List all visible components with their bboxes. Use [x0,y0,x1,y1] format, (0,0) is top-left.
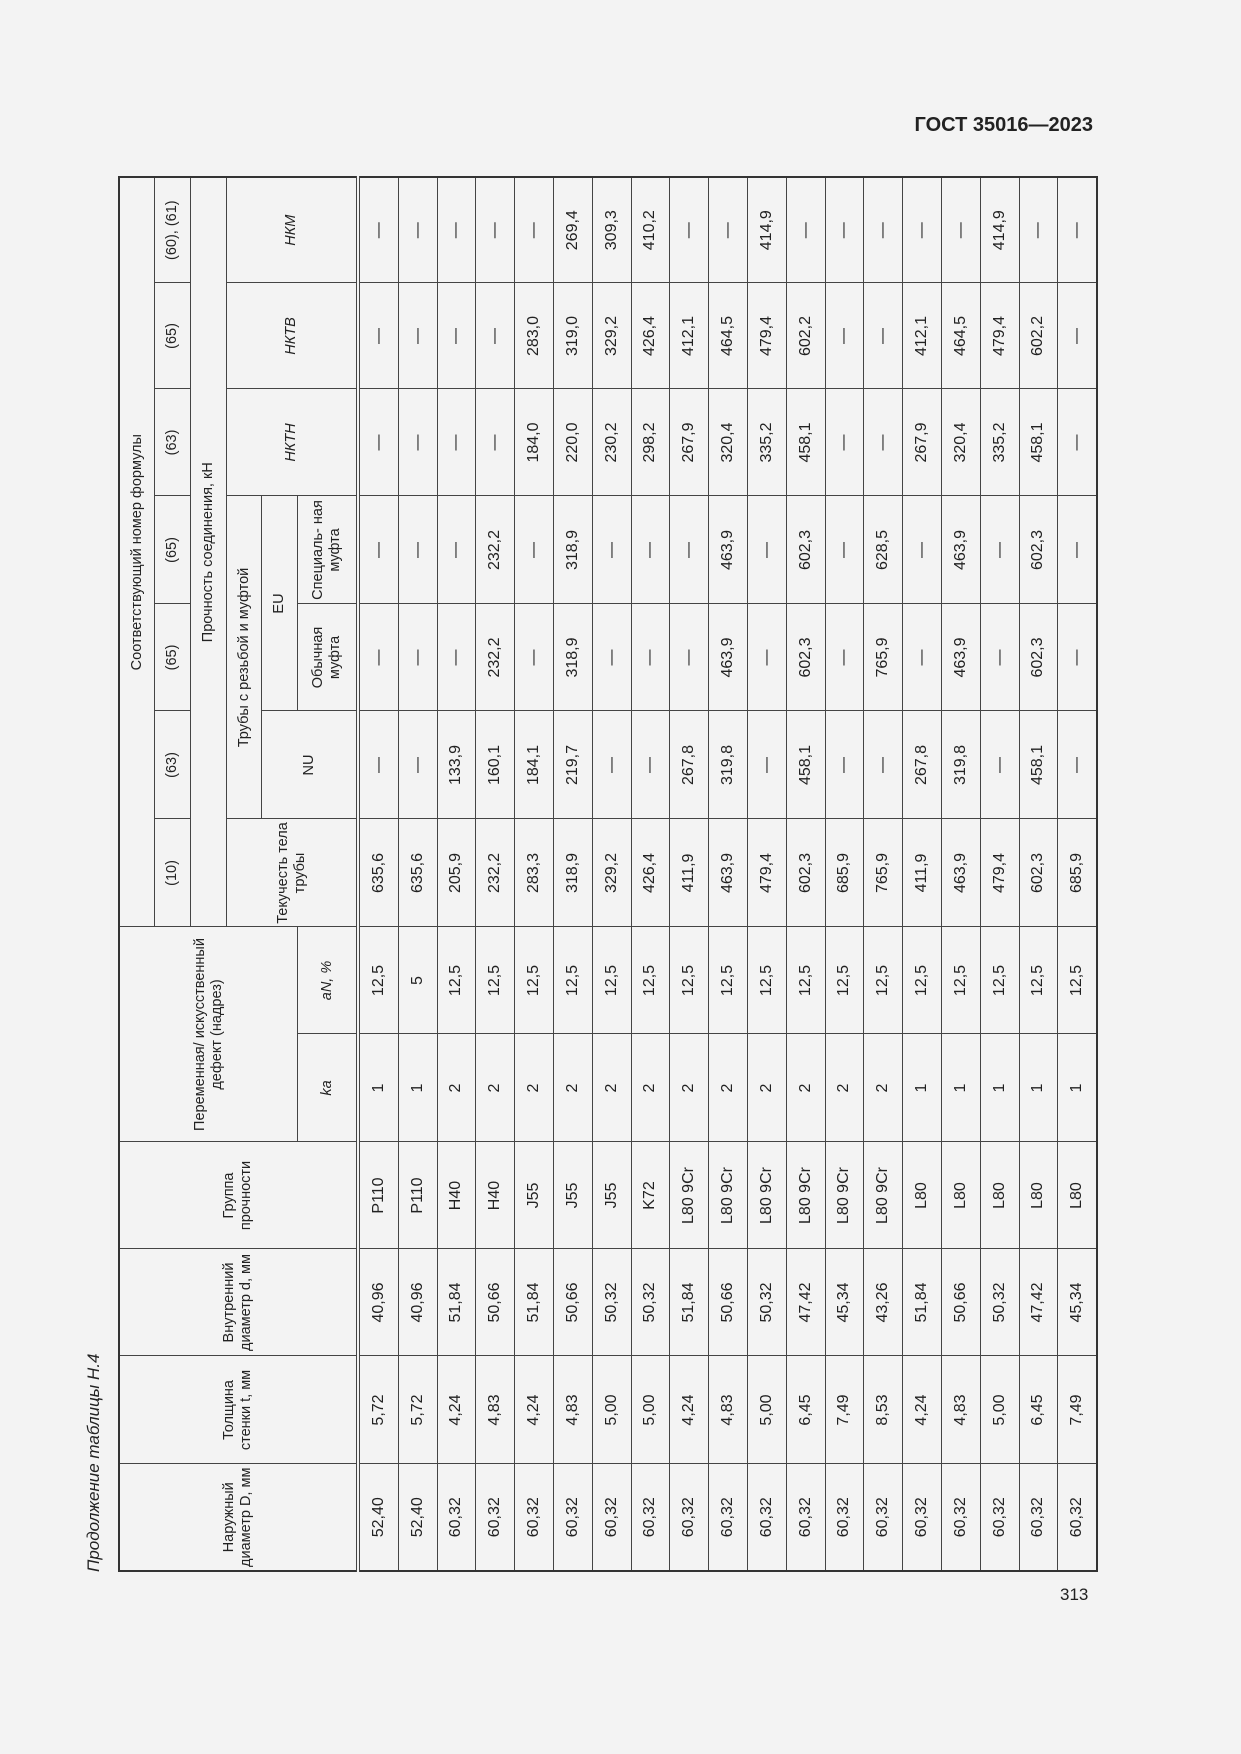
table-cell: 50,66 [553,1249,592,1356]
table-cell: P110 [358,1142,398,1249]
data-table [118,176,1098,1572]
table-cell: 318,9 [553,496,592,604]
table-cell: 60,32 [1019,1464,1058,1571]
table-cell: 40,96 [358,1249,398,1356]
formula-ref: (10) [155,819,191,927]
table-cell: L80 [941,1142,980,1249]
table-cell: 2 [786,1034,825,1142]
table-cell: — [358,389,398,496]
table-cell: L80 [980,1142,1019,1249]
table-cell: 2 [709,1034,748,1142]
table-cell: 267,8 [670,711,709,819]
table-cell: 5,00 [747,1356,786,1464]
table-cell: 685,9 [825,819,864,927]
table-cell: 426,4 [631,819,670,927]
table-cell: 133,9 [437,711,476,819]
table-row [825,177,864,1571]
table-cell: 12,5 [709,927,748,1034]
table-cell: H40 [476,1142,515,1249]
table-cell: L80 [1058,1142,1097,1249]
table-cell: — [825,283,864,389]
table-cell: 12,5 [358,927,398,1034]
table-cell: 205,9 [437,819,476,927]
table-cell: — [398,711,437,819]
table-cell: 160,1 [476,711,515,819]
table-cell: 12,5 [592,927,631,1034]
table-cell: 458,1 [1019,389,1058,496]
table-cell: 43,26 [864,1249,903,1356]
table-cell: 479,4 [980,819,1019,927]
table-cell: 7,49 [1058,1356,1097,1464]
header-body-yield: Текучесть тела трубы [227,819,359,927]
table-row [670,177,709,1571]
table-cell: 4,83 [476,1356,515,1464]
header-regular-coupling: Обычная муфта [298,604,359,711]
table-cell: — [631,711,670,819]
table-cell: 52,40 [398,1464,437,1571]
table-cell: — [437,177,476,283]
table-cell: 319,0 [553,283,592,389]
header-nkm: НКМ [227,177,359,283]
table-cell: L80 9Cr [786,1142,825,1249]
table-cell: — [398,389,437,496]
table-cell: 2 [515,1034,554,1142]
header-wall-thickness: Толщина стенки t, мм [119,1356,358,1464]
table-cell: L80 9Cr [747,1142,786,1249]
table-cell: 685,9 [1058,819,1097,927]
table-cell: — [747,496,786,604]
table-cell: 2 [476,1034,515,1142]
table-cell: 60,32 [709,1464,748,1571]
table-row [553,177,592,1571]
table-row [476,177,515,1571]
table-cell: L80 9Cr [670,1142,709,1249]
table-cell: — [980,604,1019,711]
table-cell: — [825,496,864,604]
table-cell: 2 [553,1034,592,1142]
table-cell: 7,49 [825,1356,864,1464]
table-cell: 12,5 [1058,927,1097,1034]
table-cell: — [476,283,515,389]
table-cell: 51,84 [515,1249,554,1356]
table-cell: 458,1 [786,389,825,496]
table-cell: P110 [398,1142,437,1249]
table-cell: 4,24 [515,1356,554,1464]
table-cell: 2 [670,1034,709,1142]
table-cell: 5,00 [631,1356,670,1464]
table-caption: Продолжение таблицы Н.4 [84,1353,103,1572]
table-cell: 283,3 [515,819,554,927]
table-cell: 60,32 [864,1464,903,1571]
table-row [631,177,670,1571]
table-cell: 267,8 [903,711,942,819]
table-cell: H40 [437,1142,476,1249]
table-cell: 45,34 [1058,1249,1097,1356]
table-cell: 12,5 [515,927,554,1034]
table-cell: 479,4 [980,283,1019,389]
table-cell: — [437,496,476,604]
formula-ref: (63) [155,711,191,819]
table-cell: 414,9 [980,177,1019,283]
table-body [358,177,1097,1571]
table-cell: 463,9 [709,496,748,604]
table-cell: 12,5 [864,927,903,1034]
table-cell: 335,2 [747,389,786,496]
table-cell: 329,2 [592,283,631,389]
table-cell: 232,2 [476,604,515,711]
table-cell: 602,3 [1019,819,1058,927]
table-cell: 12,5 [1019,927,1058,1034]
table-cell: — [592,711,631,819]
table-cell: 2 [437,1034,476,1142]
table-cell: — [903,177,942,283]
table-cell: — [670,604,709,711]
table-cell: — [980,496,1019,604]
table-row [515,177,554,1571]
table-cell: 1 [903,1034,942,1142]
table-cell: 4,24 [437,1356,476,1464]
table-cell: — [358,496,398,604]
table-cell: J55 [592,1142,631,1249]
table-cell: — [864,711,903,819]
formula-ref: (65) [155,283,191,389]
table-cell: 267,9 [903,389,942,496]
document-id: ГОСТ 35016—2023 [914,114,1093,136]
table-cell: 60,32 [980,1464,1019,1571]
table-cell: — [476,177,515,283]
table-cell: 184,1 [515,711,554,819]
table-cell: 4,83 [553,1356,592,1464]
header-joint-strength: Прочность соединения, кН [191,177,227,927]
table-cell: 464,5 [709,283,748,389]
table-cell: 60,32 [592,1464,631,1571]
formula-ref: (63) [155,389,191,496]
table-cell: 267,9 [670,389,709,496]
table-cell: — [864,389,903,496]
table-cell: 1 [1058,1034,1097,1142]
table-cell: 2 [864,1034,903,1142]
table-cell: 602,3 [1019,496,1058,604]
table-cell: 4,24 [903,1356,942,1464]
table-cell: — [903,496,942,604]
table-cell: — [592,604,631,711]
table-cell: J55 [515,1142,554,1249]
table-cell: 479,4 [747,819,786,927]
table-cell: — [358,604,398,711]
table-cell: 50,32 [747,1249,786,1356]
table-cell: 51,84 [670,1249,709,1356]
table-cell: 232,2 [476,819,515,927]
table-cell: 320,4 [941,389,980,496]
table-row [437,177,476,1571]
table-row [709,177,748,1571]
table-cell: 1 [1019,1034,1058,1142]
table-cell: 60,32 [941,1464,980,1571]
table-cell: 12,5 [825,927,864,1034]
table-cell: 50,32 [592,1249,631,1356]
table-cell: 5 [398,927,437,1034]
table-cell: 12,5 [747,927,786,1034]
table-cell: 60,32 [786,1464,825,1571]
table-cell: 50,66 [941,1249,980,1356]
table-cell: — [980,711,1019,819]
table-cell: 1 [941,1034,980,1142]
table-cell: — [398,604,437,711]
table-cell: 4,83 [709,1356,748,1464]
table-cell: 463,9 [709,604,748,711]
table-cell: 411,9 [903,819,942,927]
header-nu: NU [262,711,359,819]
table-cell: 411,9 [670,819,709,927]
table-cell: 220,0 [553,389,592,496]
table-cell: 12,5 [670,927,709,1034]
table-cell: — [825,177,864,283]
table-cell: — [398,496,437,604]
table-cell: — [786,177,825,283]
table-cell: — [1058,389,1097,496]
formula-ref: (60), (61) [155,177,191,283]
header-inner-diameter: Внутренний диаметр d, мм [119,1249,358,1356]
table-cell: 2 [747,1034,786,1142]
header-strength-group: Группа прочности [119,1142,358,1249]
table-cell: 320,4 [709,389,748,496]
table-cell: 60,32 [437,1464,476,1571]
table-cell: 5,00 [592,1356,631,1464]
table-cell: L80 [903,1142,942,1249]
formula-ref: (65) [155,496,191,604]
table-cell: 635,6 [358,819,398,927]
table-cell: 4,83 [941,1356,980,1464]
table-cell: 319,8 [709,711,748,819]
table-cell: 1 [980,1034,1019,1142]
table-cell: 412,1 [670,283,709,389]
table-cell: — [747,604,786,711]
table-cell: 463,9 [941,819,980,927]
table-cell: 463,9 [941,496,980,604]
table-row [398,177,437,1571]
table-cell: 412,1 [903,283,942,389]
table-cell: 47,42 [1019,1249,1058,1356]
table-cell: 51,84 [903,1249,942,1356]
table-row [358,177,398,1571]
table-cell: — [1058,177,1097,283]
table-cell: L80 9Cr [825,1142,864,1249]
table-cell: — [398,177,437,283]
table-cell: 60,32 [515,1464,554,1571]
table-cell: 269,4 [553,177,592,283]
table-cell: — [670,496,709,604]
header-eu: EU [262,496,298,711]
table-cell: 12,5 [786,927,825,1034]
table-cell: 60,32 [553,1464,592,1571]
table-cell: J55 [553,1142,592,1249]
table-cell: L80 9Cr [709,1142,748,1249]
table-cell: 219,7 [553,711,592,819]
table-cell: — [476,389,515,496]
table-cell: — [825,711,864,819]
table-cell: L80 9Cr [864,1142,903,1249]
header-outer-diameter: Наружный диаметр D, мм [119,1464,358,1571]
table-cell: 602,2 [786,283,825,389]
table-cell: 12,5 [941,927,980,1034]
table-cell: — [515,604,554,711]
table-cell: — [1058,496,1097,604]
table-cell: 60,32 [825,1464,864,1571]
header-an: aN, % [298,927,359,1034]
header-nktn: НКТН [227,389,359,496]
table-cell: 8,53 [864,1356,903,1464]
table-cell: 12,5 [903,927,942,1034]
table-cell: 309,3 [592,177,631,283]
table-cell: 50,32 [631,1249,670,1356]
table-cell: — [709,177,748,283]
table-cell: — [670,177,709,283]
table-cell: — [437,604,476,711]
table-cell: 50,32 [980,1249,1019,1356]
table-cell: 602,3 [786,819,825,927]
table-cell: — [631,604,670,711]
table-cell: — [437,389,476,496]
table-cell: 60,32 [747,1464,786,1571]
table-cell: 2 [825,1034,864,1142]
table-cell: 60,32 [476,1464,515,1571]
header-threaded-coupled: Трубы с резьбой и муфтой [227,496,262,819]
table-cell: 635,6 [398,819,437,927]
table-row [980,177,1019,1571]
table-cell: — [515,177,554,283]
table-cell: — [864,177,903,283]
table-cell: 628,5 [864,496,903,604]
table-cell: 298,2 [631,389,670,496]
table-cell: 602,3 [1019,604,1058,711]
table-cell: 602,3 [786,604,825,711]
table-cell: — [941,177,980,283]
table-cell: 50,66 [476,1249,515,1356]
table-cell: L80 [1019,1142,1058,1249]
table-cell: 5,72 [398,1356,437,1464]
formula-ref: (65) [155,604,191,711]
page-number: 313 [1060,1585,1089,1604]
table-cell: 12,5 [980,927,1019,1034]
table-cell: 765,9 [864,819,903,927]
table-cell: 2 [592,1034,631,1142]
header-defect: Переменная/ искусственный дефект (надрез) [119,927,298,1142]
table-cell: 184,0 [515,389,554,496]
table-cell: 230,2 [592,389,631,496]
table-cell: — [358,711,398,819]
table-cell: — [864,283,903,389]
table-cell: 602,3 [786,496,825,604]
table-h4-rotated [118,178,1098,1572]
table-cell: 410,2 [631,177,670,283]
header-ka: kа [298,1034,359,1142]
table-cell: — [515,496,554,604]
table-cell: 1 [358,1034,398,1142]
table-row [903,177,942,1571]
table-cell: — [1058,283,1097,389]
table-cell: 60,32 [631,1464,670,1571]
table-cell: 602,2 [1019,283,1058,389]
table-cell: 51,84 [437,1249,476,1356]
table-cell: 5,72 [358,1356,398,1464]
table-cell: — [398,283,437,389]
table-row [1058,177,1097,1571]
table-cell: — [747,711,786,819]
table-row [941,177,980,1571]
table-cell: 318,9 [553,604,592,711]
table-cell: 12,5 [631,927,670,1034]
table-cell: — [358,177,398,283]
table-cell: 12,5 [553,927,592,1034]
table-cell: 60,32 [903,1464,942,1571]
table-cell: — [1019,177,1058,283]
table-cell: — [358,283,398,389]
table-cell: 47,42 [786,1249,825,1356]
table-cell: 4,24 [670,1356,709,1464]
table-row [747,177,786,1571]
table-row [1019,177,1058,1571]
table-row [864,177,903,1571]
table-cell: 6,45 [1019,1356,1058,1464]
table-cell: — [631,496,670,604]
table-cell: — [1058,604,1097,711]
header-formula-number: Соответствующий номер формулы [119,177,155,927]
table-cell: K72 [631,1142,670,1249]
table-cell: 463,9 [709,819,748,927]
table-cell: 329,2 [592,819,631,927]
table-cell: 463,9 [941,604,980,711]
table-cell: 45,34 [825,1249,864,1356]
table-cell: — [592,496,631,604]
table-cell: 60,32 [670,1464,709,1571]
header-nktv: НКТВ [227,283,359,389]
table-cell: 335,2 [980,389,1019,496]
table-cell: — [437,283,476,389]
table-cell: 2 [631,1034,670,1142]
table-cell: 458,1 [786,711,825,819]
table-cell: — [1058,711,1097,819]
table-cell: 6,45 [786,1356,825,1464]
table-cell: — [825,604,864,711]
table-cell: — [903,604,942,711]
table-cell: 458,1 [1019,711,1058,819]
table-row [592,177,631,1571]
table-cell: 12,5 [437,927,476,1034]
table-cell: 283,0 [515,283,554,389]
table-cell: 40,96 [398,1249,437,1356]
table-cell: — [825,389,864,496]
table-cell: 318,9 [553,819,592,927]
table-cell: 765,9 [864,604,903,711]
table-cell: 464,5 [941,283,980,389]
header-special-coupling: Специаль- ная муфта [298,496,359,604]
table-cell: 50,66 [709,1249,748,1356]
table-cell: 60,32 [1058,1464,1097,1571]
table-cell: 1 [398,1034,437,1142]
table-cell: 414,9 [747,177,786,283]
table-cell: 52,40 [358,1464,398,1571]
table-cell: 319,8 [941,711,980,819]
table-row [786,177,825,1571]
table-cell: 12,5 [476,927,515,1034]
table-cell: 479,4 [747,283,786,389]
table-cell: 232,2 [476,496,515,604]
table-cell: 426,4 [631,283,670,389]
table-cell: 5,00 [980,1356,1019,1464]
